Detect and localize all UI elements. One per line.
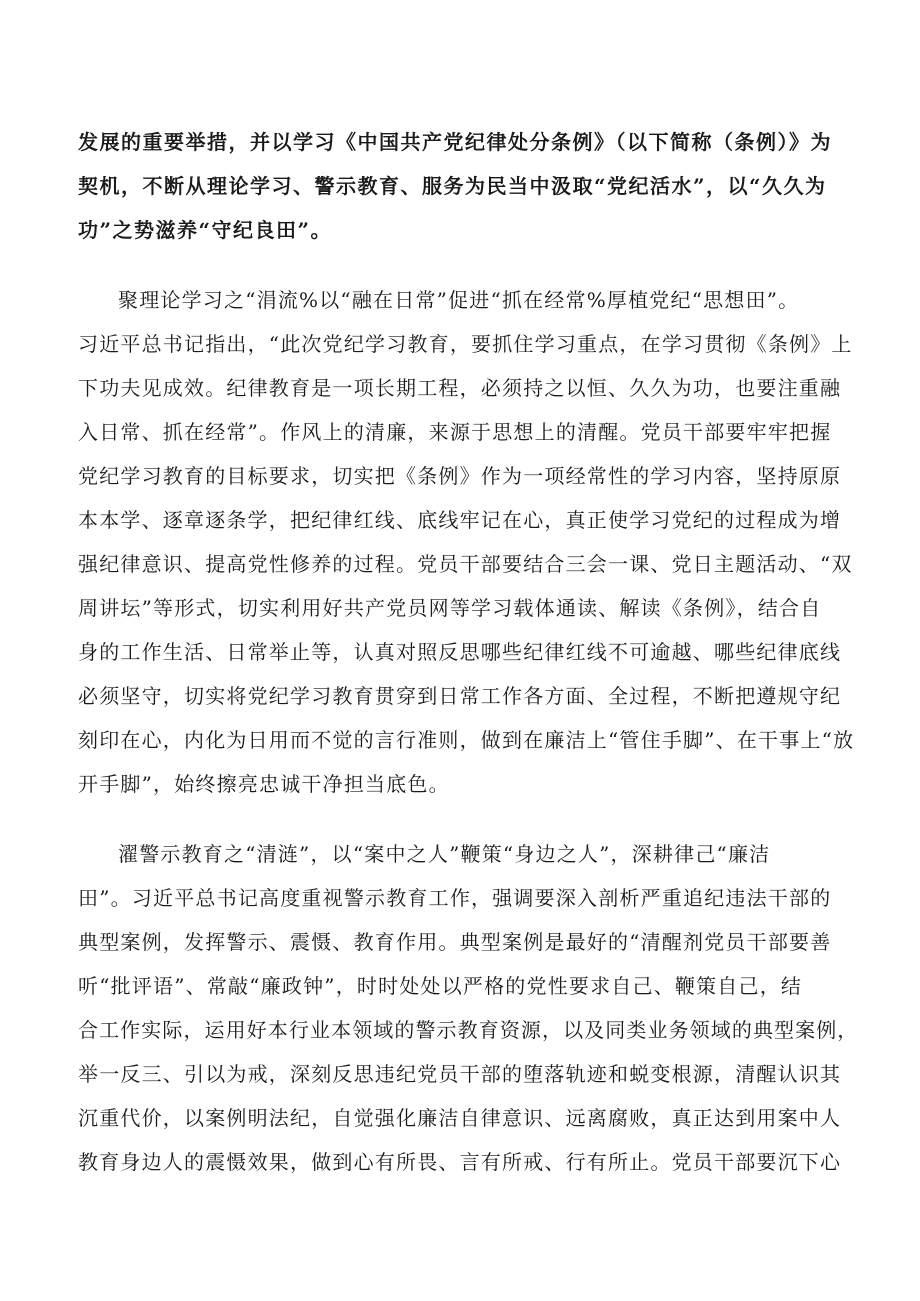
- paragraph-line: 典型案例，发挥警示、震慑、教育作用。典型案例是最好的“清醒剂党员干部要善: [78, 930, 832, 954]
- paragraph-line: 教育身边人的震慑效果，做到心有所畏、言有所戒、行有所止。党员干部要沉下心: [78, 1150, 842, 1174]
- paragraph-line: 田”。习近平总书记高度重视警示教育工作，强调要深入剖析严重追纪违法干部的: [78, 886, 832, 910]
- paragraph-line: 开手脚”，始终擦亮忠诚干净担当底色。: [78, 772, 450, 796]
- paragraph-line: 发展的重要举措，并以学习《中国共产党纪律处分条例》（以下简称（条例）》为: [78, 130, 832, 154]
- paragraph-line: 聚理论学习之“涓流%以“融在日常”促进“抓在经常%厚植党纪“思想田”。: [118, 288, 800, 312]
- paragraph-line: 举一反三、引以为戒，深刻反思违纪党员干部的堕落轨迹和蜕变根源，清醒认识其: [78, 1062, 842, 1086]
- paragraph-3: [78, 832, 858, 1184]
- paragraph-line: 强纪律意识、提高党性修养的过程。党员干部要结合三会一课、党日主题活动、“双: [78, 552, 853, 576]
- paragraph-gap: [78, 806, 858, 832]
- paragraph-line: 契机，不断从理论学习、警示教育、服务为民当中汲取“党纪活水”，以“久久为: [78, 174, 827, 198]
- paragraph-line: 党纪学习教育的目标要求，切实把《条例》作为一项经常性的学习内容，坚持原原: [78, 464, 842, 488]
- paragraph-line: 濯警示教育之“清涟”，以“案中之人”鞭策“身边之人”，深耕律己“廉洁: [118, 842, 771, 866]
- paragraph-line: 周讲坛”等形式，切实利用好共产党员网等学习载体通读、解读《条例》，结合自: [78, 596, 822, 620]
- paragraph-line: 习近平总书记指出，“此次党纪学习教育，要抓住学习重点，在学习贯彻《条例》上: [78, 332, 853, 356]
- paragraph-line: 下功夫见成效。纪律教育是一项长期工程，必须持之以恒、久久为功，也要注重融: [78, 376, 842, 400]
- paragraph-line: 合工作实际，运用好本行业本领域的警示教育资源，以及同类业务领域的典型案例，: [78, 1018, 859, 1042]
- paragraph-line: 听“批评语”、常敲“廉政钟”，时时处处以严格的党性要求自己、鞭策自己，结: [78, 974, 803, 998]
- paragraph-line: 入日常、抓在经常”。作风上的清廉，来源于思想上的清醒。党员干部要牢牢把握: [78, 420, 832, 444]
- paragraph-line: 身的工作生活、日常举止等，认真对照反思哪些纪律红线不可逾越、哪些纪律底线: [78, 640, 842, 664]
- paragraph-line: 刻印在心，内化为日用而不觉的言行准则，做到在廉洁上“管住手脚”、在干事上“放: [78, 728, 855, 752]
- paragraph-1: [78, 120, 858, 252]
- document-body: [78, 120, 858, 1184]
- paragraph-line: 必须坚守，切实将党纪学习教育贯穿到日常工作各方面、全过程，不断把遵规守纪: [78, 684, 842, 708]
- paragraph-line: 本本学、逐章逐条学，把纪律红线、底线牢记在心，真正使学习党纪的过程成为增: [78, 508, 842, 532]
- paragraph-line: 功”之势滋养“守纪良田”。: [78, 218, 333, 242]
- paragraph-line: 沉重代价，以案例明法纪，自觉强化廉洁自律意识、远离腐败，真正达到用案中人: [78, 1106, 842, 1130]
- paragraph-2: [78, 278, 858, 806]
- paragraph-gap: [78, 252, 858, 278]
